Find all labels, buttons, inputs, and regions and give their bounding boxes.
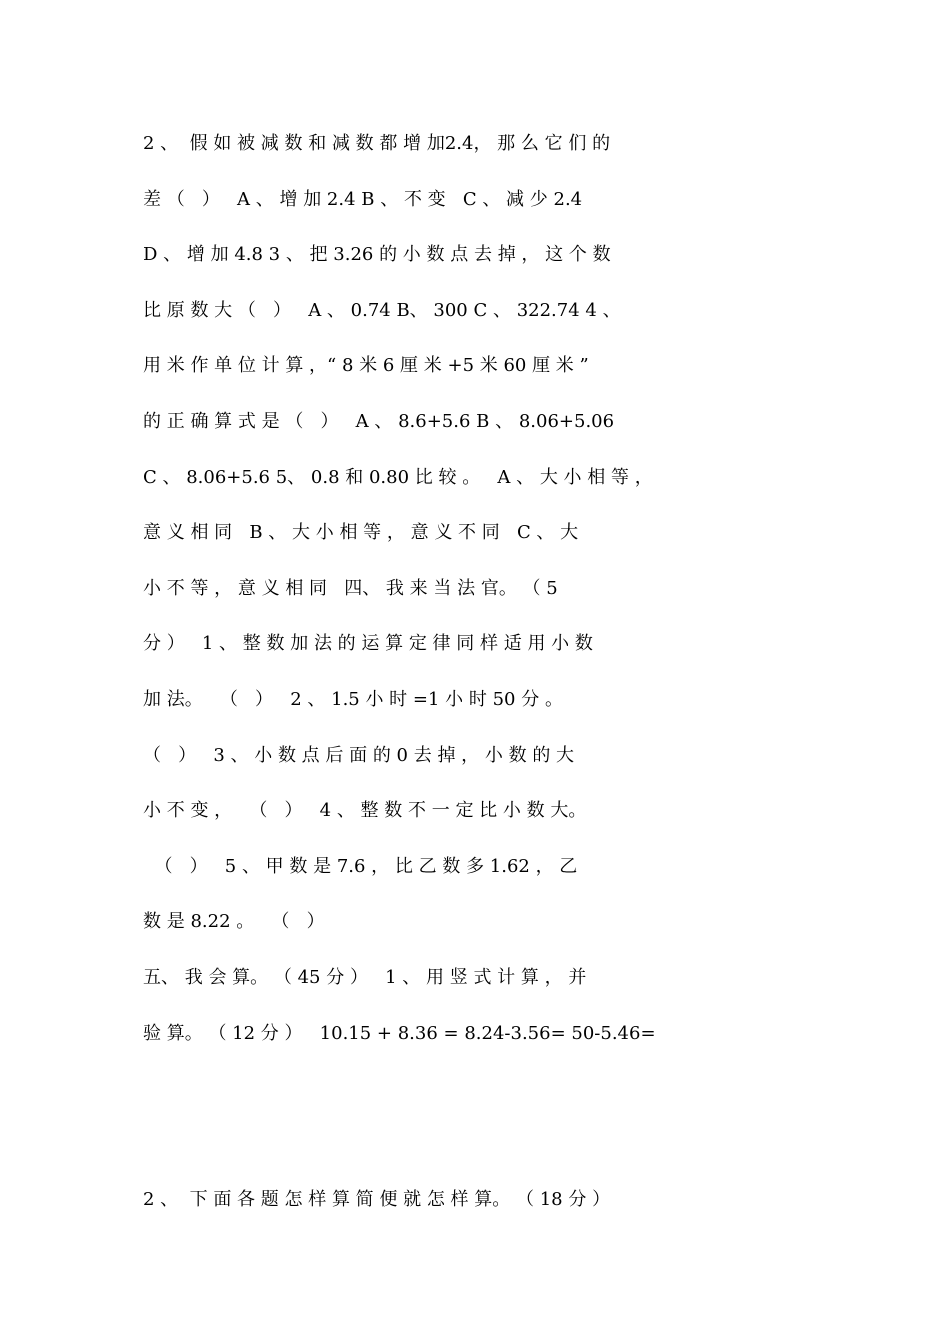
text-line: 分 ） 1 、 整 数 加 法 的 运 算 定 律 同 样 适 用 小 数 xyxy=(143,633,593,654)
text-line: 的 正 确 算 式 是 （ ） A 、 8.6+5.6 B 、 8.06+5.06 xyxy=(143,411,615,432)
text-line: 用 米 作 单 位 计 算 ，“ 8 米 6 厘 米 +5 米 60 厘 米 ” xyxy=(143,355,589,376)
text-line: D 、 增 加 4.8 3 、 把 3.26 的 小 数 点 去 掉 ， 这 个 数 xyxy=(143,244,611,265)
text-line: 差 （ ） A 、 增 加 2.4 B 、 不 变 C 、 减 少 2.4 xyxy=(143,189,583,210)
text-line: 小 不 变 ， （ ） 4 、 整 数 不 一 定 比 小 数 大。 xyxy=(143,800,587,821)
text-line: （ ） 5 、 甲 数 是 7.6 ， 比 乙 数 多 1.62 ， 乙 xyxy=(143,856,578,877)
text-line: 小 不 等 ， 意 义 相 同 四、 我 来 当 法 官。 （ 5 xyxy=(143,578,558,599)
text-line: 2 、 下 面 各 题 怎 样 算 简 便 就 怎 样 算。 （ 18 分 ） xyxy=(143,1189,611,1210)
text-line: 2 、 假 如 被 减 数 和 减 数 都 增 加2.4， 那 么 它 们 的 xyxy=(143,133,611,154)
section-heading-line: 五、 我 会 算。 （ 45 分 ） 1 、 用 竖 式 计 算 ， 并 xyxy=(143,967,587,988)
text-line: 意 义 相 同 B 、 大 小 相 等 ， 意 义 不 同 C 、 大 xyxy=(143,522,579,543)
text-line: 比 原 数 大 （ ） A 、 0.74 B、 300 C 、 322.74 4 、 xyxy=(143,300,621,321)
text-line: 验 算。 （ 12 分 ） 10.15 + 8.36 = 8.24-3.56= 50-5.46= xyxy=(143,1023,656,1044)
text-line: C 、 8.06+5.6 5、 0.8 和 0.80 比 较 。 A 、 大 小 相 等 ， xyxy=(143,467,653,488)
text-line: 数 是 8.22 。 （ ） xyxy=(143,911,325,932)
text-line: （ ） 3 、 小 数 点 后 面 的 0 去 掉 ， 小 数 的 大 xyxy=(143,745,575,766)
text-line: 加 法。 （ ） 2 、 1.5 小 时 =1 小 时 50 分 。 xyxy=(143,689,563,710)
